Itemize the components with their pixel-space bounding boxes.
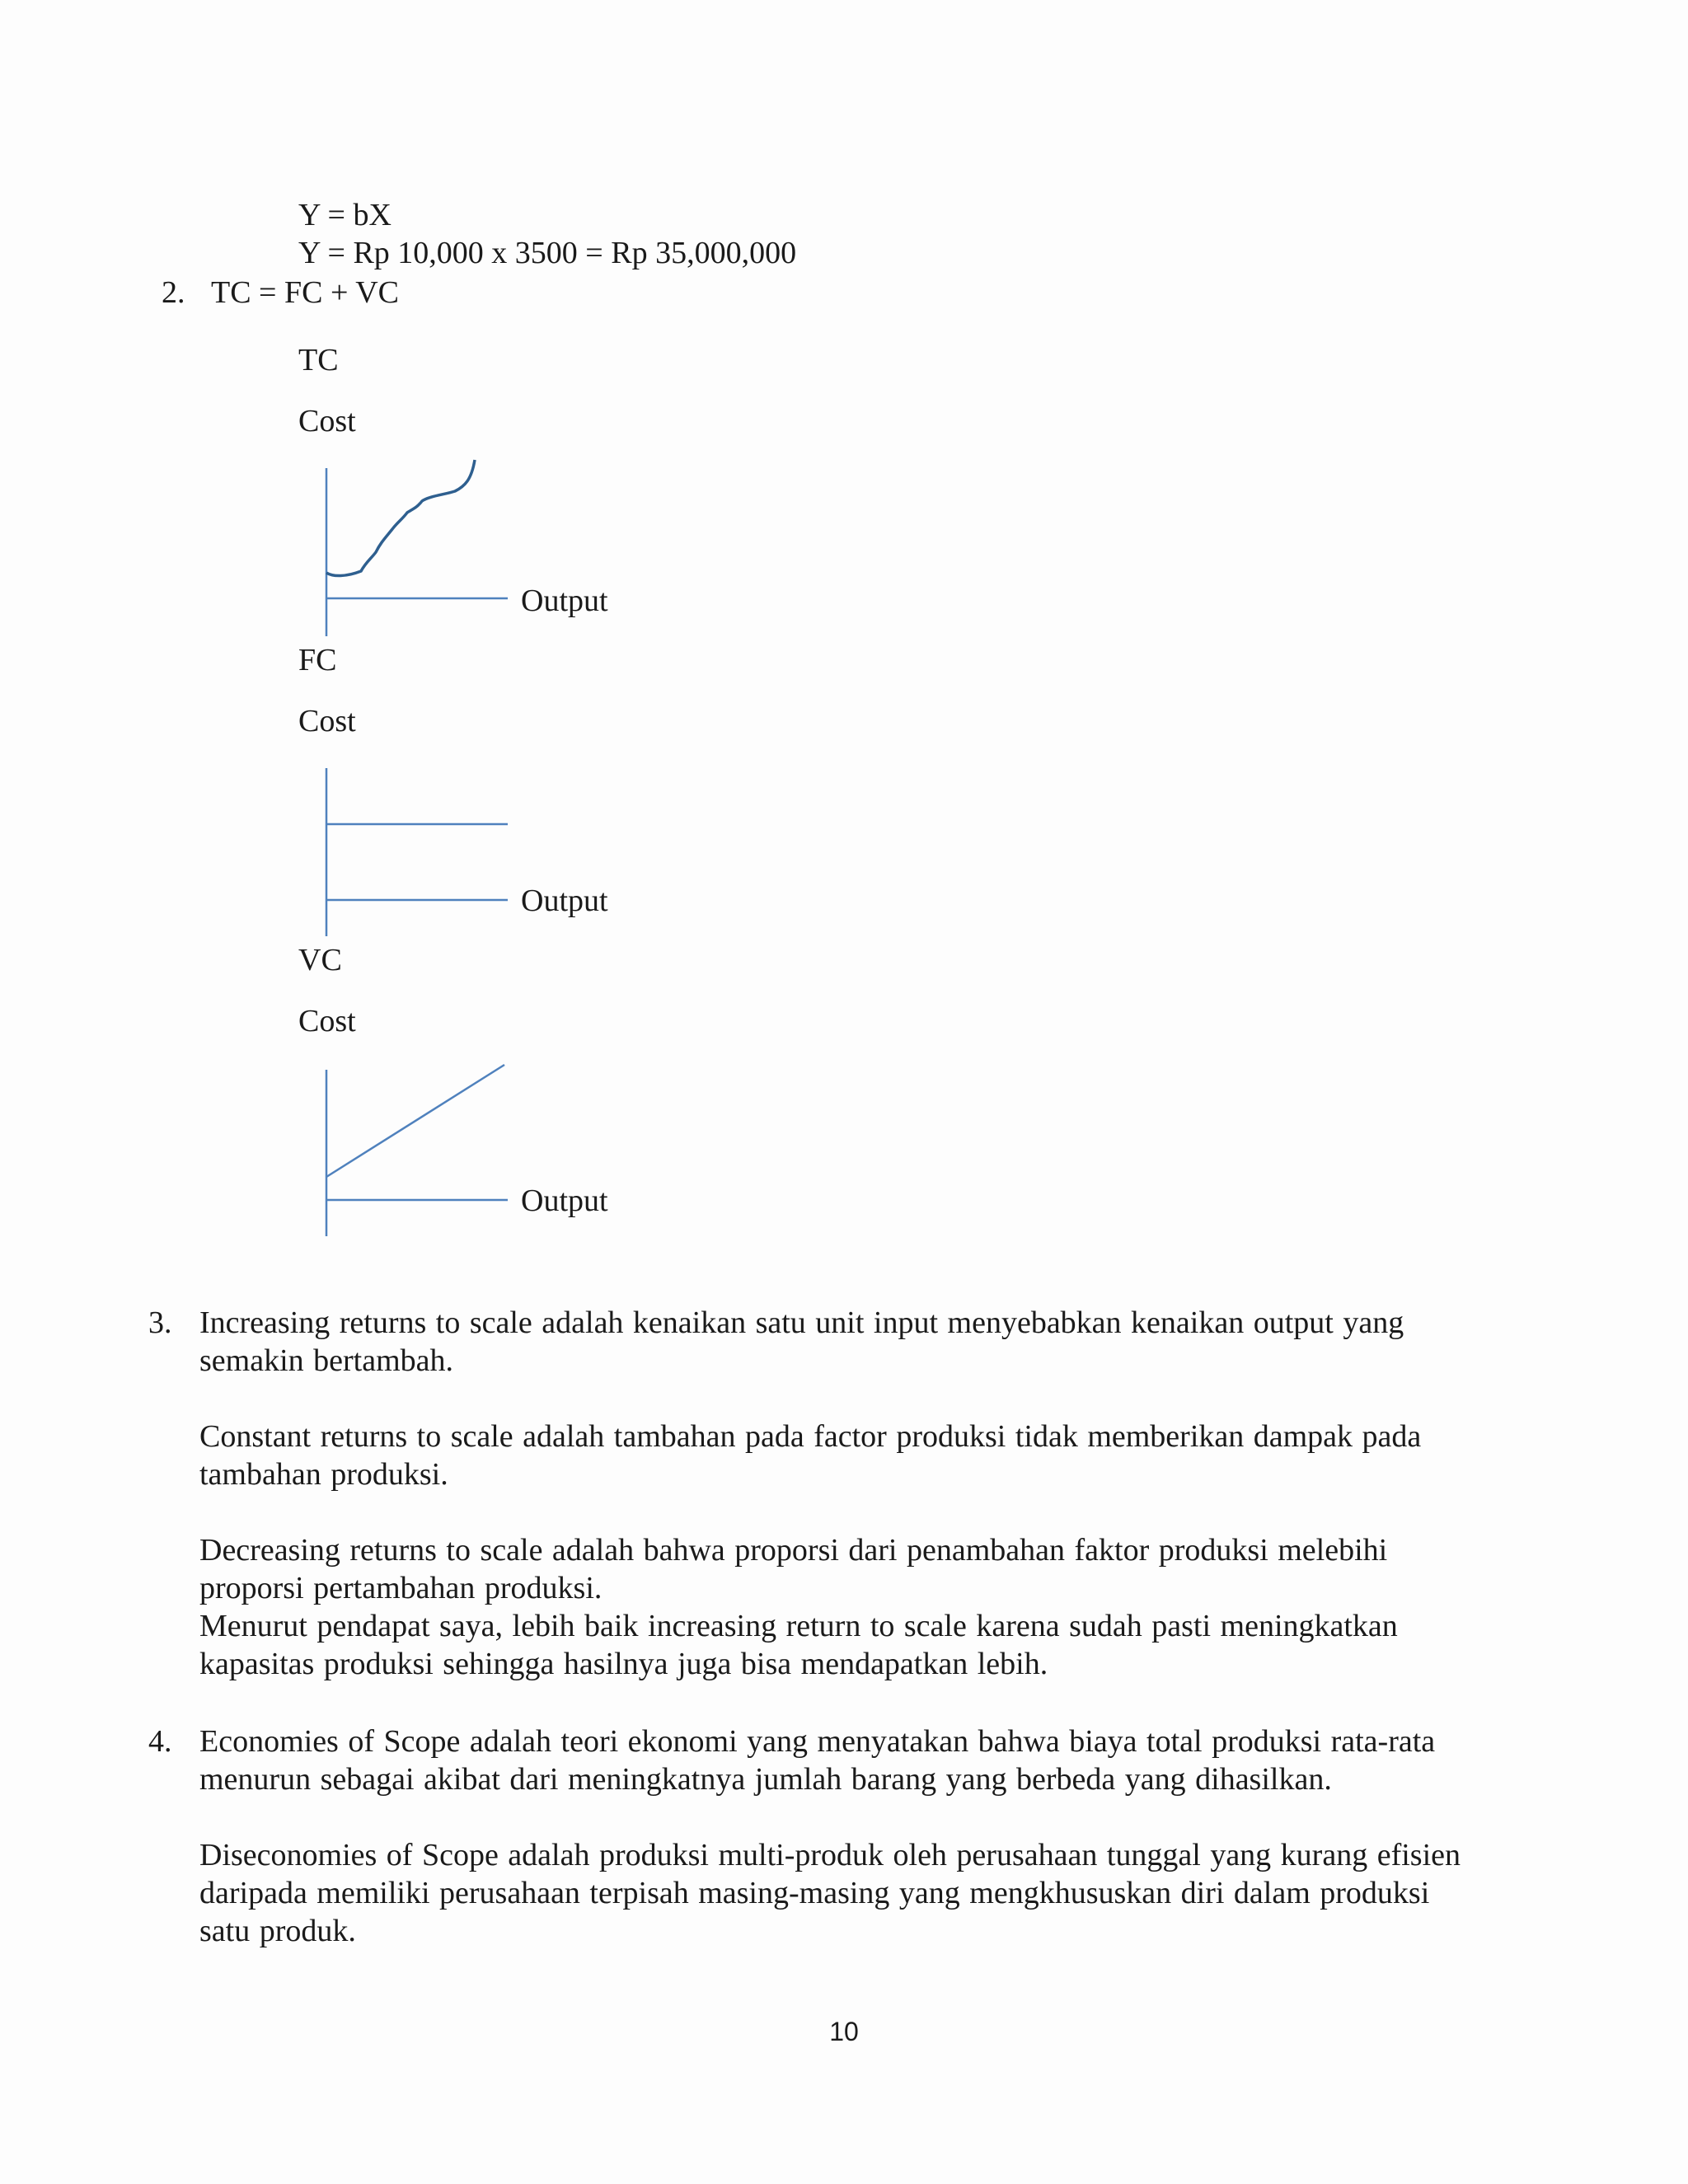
formula-line-2: Y = Rp 10,000 x 3500 = Rp 35,000,000 [298,236,797,270]
item-4-paragraph-1: Economies of Scope adalah teori ekonomi yang menyatakan bahwa biaya total produksi rata-rata menurun sebagai akibat dari meningkatnya jumlah barang yang berbeda yang dihasilkan. [199,1724,1436,1797]
tc-graph-xlabel: Output [521,583,608,618]
fc-graph-title: FC [298,643,337,677]
item-2-text: TC = FC + VC [211,275,399,310]
fc-graph [313,758,528,940]
item-3-number: 3. [148,1305,172,1340]
tc-graph-ylabel: Cost [298,404,356,438]
item-2-number: 2. [162,275,185,310]
page-number: 10 [829,2017,859,2046]
item-4-paragraph-2: Diseconomies of Scope adalah produksi multi-produk oleh perusahaan tunggal yang kurang efisien daripada memiliki perusahaan terpisah masing-masing yang mengkhususkan diri dalam produksi satu produk. [199,1838,1461,1948]
vc-graph-title: VC [298,943,342,977]
vc-graph-xlabel: Output [521,1183,608,1218]
item-3-paragraph-2: Constant returns to scale adalah tambahan pada factor produksi tidak memberikan dampak pada tambahan produksi. [199,1419,1422,1492]
item-3-paragraph-1: Increasing returns to scale adalah kenaikan satu unit input menyebabkan kenaikan output yang semakin bertambah. [199,1305,1404,1378]
vc-curve [326,1065,504,1177]
tc-graph [313,453,528,643]
item-3-paragraph-4: Menurut pendapat saya, lebih baik increasing return to scale karena sudah pasti meningkatkan kapasitas produksi sehingga hasilnya juga bisa mendapatkan lebih. [199,1609,1398,1681]
item-4-number: 4. [148,1724,172,1759]
fc-graph-xlabel: Output [521,883,608,918]
vc-graph [313,1058,528,1240]
formula-line-1: Y = bX [298,198,392,232]
fc-graph-ylabel: Cost [298,704,356,738]
tc-curve [326,460,475,576]
item-3-paragraph-3: Decreasing returns to scale adalah bahwa proporsi dari penambahan faktor produksi melebihi proporsi pertambahan produksi. [199,1533,1388,1605]
vc-graph-ylabel: Cost [298,1004,356,1038]
tc-graph-title: TC [298,343,339,377]
